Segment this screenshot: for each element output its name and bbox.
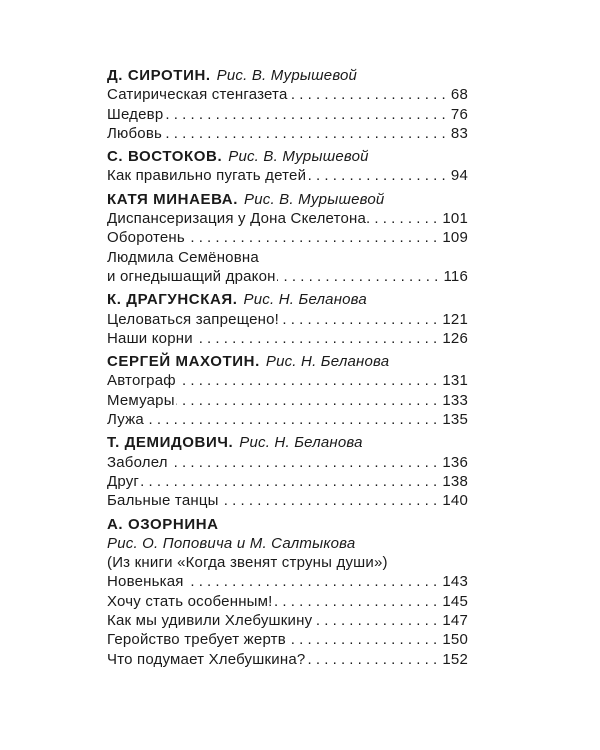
dot-leader bbox=[177, 371, 442, 390]
toc-entry[interactable] bbox=[107, 105, 468, 124]
toc-entry[interactable] bbox=[107, 472, 468, 491]
page-number[interactable]: 121 bbox=[442, 310, 468, 328]
page-number[interactable]: 68 bbox=[450, 86, 468, 104]
page-number[interactable]: 145 bbox=[442, 592, 468, 610]
illustrator-credit: Рис. Н. Беланова bbox=[265, 353, 390, 371]
toc-entry[interactable] bbox=[107, 228, 468, 247]
dot-leader bbox=[220, 491, 442, 510]
section-heading bbox=[107, 433, 468, 452]
section-heading bbox=[107, 290, 468, 309]
entry-title[interactable]: Новенькая bbox=[107, 573, 184, 591]
illustrator-credit: Рис. Н. Беланова bbox=[239, 434, 363, 452]
illustrator-credit: Рис. В. Мурышевой bbox=[216, 67, 358, 84]
table-of-contents bbox=[107, 66, 468, 669]
toc-entry[interactable] bbox=[107, 410, 468, 429]
dot-leader bbox=[274, 592, 442, 611]
toc-entry[interactable] bbox=[107, 209, 468, 228]
page-number[interactable]: 109 bbox=[442, 229, 468, 247]
toc-entry[interactable] bbox=[107, 611, 468, 630]
entry-title[interactable]: и огнедышащий дракон bbox=[107, 267, 276, 285]
entry-title[interactable]: Мемуары bbox=[107, 391, 175, 409]
illustrator-credit: Рис. О. Поповича и М. Салтыкова bbox=[107, 534, 356, 552]
page-number[interactable]: 76 bbox=[450, 105, 468, 123]
dot-leader bbox=[277, 267, 443, 286]
toc-entry[interactable] bbox=[107, 329, 468, 348]
author-name: КАТЯ МИНАЕВА. bbox=[107, 190, 238, 208]
section-heading bbox=[107, 352, 468, 371]
page-number[interactable]: 101 bbox=[442, 210, 468, 228]
author-name: Т. ДЕМИДОВИЧ. bbox=[107, 434, 234, 452]
entry-title[interactable]: Диспансеризация у Дона Скелетона bbox=[107, 210, 367, 228]
author-name: К. ДРАГУНСКАЯ. bbox=[107, 291, 238, 309]
toc-section bbox=[107, 352, 468, 429]
dot-leader bbox=[186, 228, 441, 247]
toc-section bbox=[107, 515, 468, 669]
entry-title[interactable]: Целоваться запрещено! bbox=[107, 310, 280, 328]
page-number[interactable]: 116 bbox=[443, 267, 468, 285]
entry-title[interactable]: Друг bbox=[107, 472, 140, 490]
page-number[interactable]: 83 bbox=[450, 124, 468, 142]
dot-leader bbox=[169, 453, 442, 472]
entry-title[interactable]: Любовь bbox=[107, 124, 163, 142]
toc-entry[interactable] bbox=[107, 124, 468, 143]
illustrator-credit: Рис. В. Мурышевой bbox=[244, 190, 385, 208]
dot-leader bbox=[145, 410, 442, 429]
dot-leader bbox=[194, 329, 442, 348]
toc-entry[interactable] bbox=[107, 650, 468, 669]
page-number[interactable]: 136 bbox=[442, 453, 468, 471]
dot-leader bbox=[140, 472, 441, 491]
dot-leader bbox=[287, 630, 441, 649]
toc-section bbox=[107, 147, 468, 186]
page-number[interactable]: 152 bbox=[442, 650, 468, 668]
entry-title[interactable]: Бальные танцы bbox=[107, 492, 219, 510]
page-number[interactable]: 143 bbox=[442, 573, 468, 591]
toc-section bbox=[107, 66, 468, 143]
illustrator-credit: Рис. В. Мурышевой bbox=[228, 148, 369, 166]
entry-title[interactable]: Лужа bbox=[107, 411, 144, 429]
dot-leader bbox=[313, 611, 441, 630]
toc-section bbox=[107, 433, 468, 510]
illustrator-credit: Рис. Н. Беланова bbox=[243, 291, 367, 309]
entry-title[interactable]: Заболел bbox=[107, 453, 168, 471]
toc-entry[interactable] bbox=[107, 267, 468, 286]
dot-leader bbox=[307, 166, 450, 185]
toc-entry[interactable] bbox=[107, 453, 468, 472]
dot-leader bbox=[185, 572, 442, 591]
dot-leader bbox=[280, 310, 441, 329]
section-heading bbox=[107, 190, 468, 209]
toc-entry[interactable] bbox=[107, 371, 468, 390]
source-note: (Из книги «Когда звенят струны души») bbox=[107, 554, 388, 572]
page-number[interactable]: 140 bbox=[442, 492, 468, 510]
toc-entry[interactable] bbox=[107, 491, 468, 510]
page-number[interactable]: 131 bbox=[442, 372, 468, 390]
dot-leader bbox=[367, 209, 441, 228]
dot-leader bbox=[306, 650, 441, 669]
entry-title[interactable]: Шедевр bbox=[107, 105, 164, 123]
author-name: А. ОЗОРНИНА bbox=[107, 515, 219, 533]
section-heading bbox=[107, 147, 468, 166]
toc-section bbox=[107, 190, 468, 286]
page-number[interactable]: 133 bbox=[442, 391, 468, 409]
page-number[interactable]: 94 bbox=[450, 167, 468, 185]
entry-title-line[interactable]: Людмила Семёновна bbox=[107, 248, 259, 266]
dot-leader bbox=[164, 105, 450, 124]
page-number[interactable]: 135 bbox=[442, 411, 468, 429]
author-name: СЕРГЕЙ МАХОТИН. bbox=[107, 353, 260, 371]
entry-title[interactable]: Хочу стать особенным! bbox=[107, 592, 273, 610]
toc-entry[interactable] bbox=[107, 391, 468, 410]
dot-leader bbox=[176, 391, 442, 410]
page-number[interactable]: 150 bbox=[442, 631, 468, 649]
section-heading bbox=[107, 515, 468, 534]
entry-title[interactable]: Как мы удивили Хлебушкину bbox=[107, 612, 313, 630]
entry-title[interactable]: Что подумает Хлебушкина? bbox=[107, 650, 306, 668]
toc-entry[interactable] bbox=[107, 572, 468, 591]
page-number[interactable]: 126 bbox=[442, 329, 468, 347]
entry-title[interactable]: Оборотень bbox=[107, 229, 185, 247]
toc-entry[interactable] bbox=[107, 166, 468, 185]
dot-leader bbox=[163, 124, 450, 143]
entry-title[interactable]: Наши корни bbox=[107, 329, 193, 347]
dot-leader bbox=[289, 85, 450, 104]
entry-title[interactable]: Сатирическая стенгазета bbox=[107, 86, 288, 104]
page-number[interactable]: 138 bbox=[442, 472, 468, 490]
toc-entry[interactable] bbox=[107, 630, 468, 649]
entry-title[interactable]: Геройство требует жертв bbox=[107, 631, 286, 649]
toc-section bbox=[107, 290, 468, 348]
toc-entry[interactable] bbox=[107, 592, 468, 611]
entry-title[interactable]: Автограф bbox=[107, 372, 176, 390]
author-name: С. ВОСТОКОВ. bbox=[107, 148, 223, 166]
toc-entry[interactable] bbox=[107, 85, 468, 104]
toc-entry[interactable] bbox=[107, 310, 468, 329]
author-name: Д. СИРОТИН. bbox=[107, 67, 211, 84]
section-heading bbox=[107, 66, 468, 85]
page-number[interactable]: 147 bbox=[442, 612, 468, 630]
entry-title[interactable]: Как правильно пугать детей bbox=[107, 167, 307, 185]
